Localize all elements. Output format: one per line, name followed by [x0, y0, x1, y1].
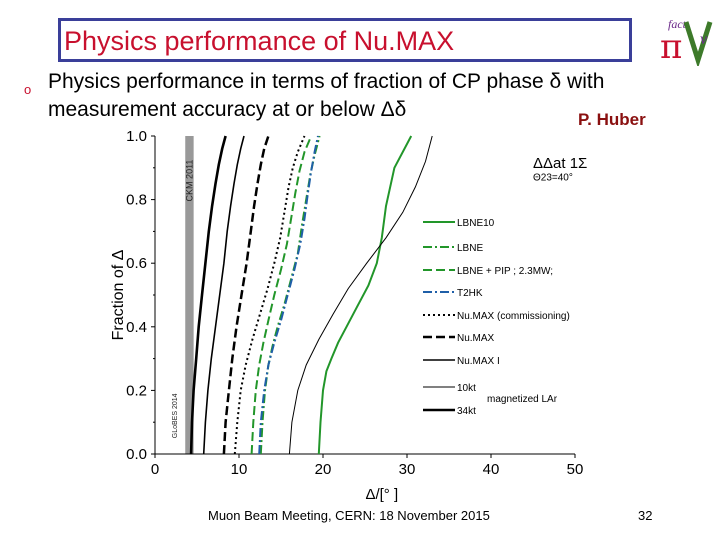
x-tick-label: 40 [482, 461, 500, 478]
x-tick-label: 20 [314, 461, 332, 478]
footer-text: Muon Beam Meeting, CERN: 18 November 2015 [208, 508, 490, 523]
legend-label-6: Nu.MAX I [457, 356, 500, 367]
y-tick-label: 0.0 [126, 446, 147, 463]
bullet-icon: o [24, 82, 32, 97]
bullet-text-line2: measurement accuracy at or below Δδ [48, 98, 407, 121]
series-line-2 [252, 136, 312, 454]
legend-note: magnetized LAr [487, 394, 558, 405]
x-tick-label: 30 [398, 461, 416, 478]
legend-label-8: 34kt [457, 406, 476, 417]
page-number: 32 [638, 508, 653, 523]
bullet-text-line1: Physics performance in terms of fraction of CP phase δ with [48, 70, 605, 93]
x-axis-label: Δ/[° ] [365, 486, 399, 503]
legend-label-3: T2HK [457, 288, 483, 299]
y-tick-label: 0.4 [126, 318, 147, 336]
annotation-sub: Θ23=40° [533, 172, 573, 184]
svg-text:π: π [660, 27, 683, 66]
cp-coverage-chart [105, 122, 605, 508]
band-label-ckm: CKM 2011 [184, 159, 195, 202]
legend-label-2: LBNE + PIP ; 2.3MW; [457, 266, 554, 277]
legend-label-7: 10kt [457, 383, 476, 394]
band-label-globes: GLoBES 2014 [171, 393, 179, 439]
y-tick-label: 1.0 [126, 128, 147, 145]
svg-text:ν: ν [700, 31, 708, 48]
series-line-6 [204, 136, 244, 454]
legend-label-4: Nu.MAX (commissioning) [457, 311, 570, 322]
author-credit: P. Huber [578, 110, 646, 129]
legend-label-5: Nu.MAX [457, 333, 495, 344]
svg-text:fact: fact [668, 17, 686, 31]
series-line-7 [289, 136, 432, 454]
legend-label-1: LBNE [457, 243, 484, 254]
series-line-4 [235, 136, 305, 454]
y-axis-label: Fraction of Δ [110, 249, 127, 341]
slide-title: Physics performance of Nu.MAX [64, 26, 455, 56]
annotation-title: ΔΔat 1Σ [533, 154, 588, 172]
y-tick-label: 0.6 [126, 255, 147, 273]
y-tick-label: 0.8 [126, 191, 147, 209]
x-tick-label: 0 [150, 461, 160, 478]
series-line-0 [319, 136, 411, 454]
fact-logo [656, 14, 716, 66]
legend-label-0: LBNE10 [457, 218, 495, 229]
x-tick-label: 50 [566, 461, 584, 478]
x-tick-label: 10 [230, 461, 248, 478]
y-tick-label: 0.2 [126, 382, 147, 400]
